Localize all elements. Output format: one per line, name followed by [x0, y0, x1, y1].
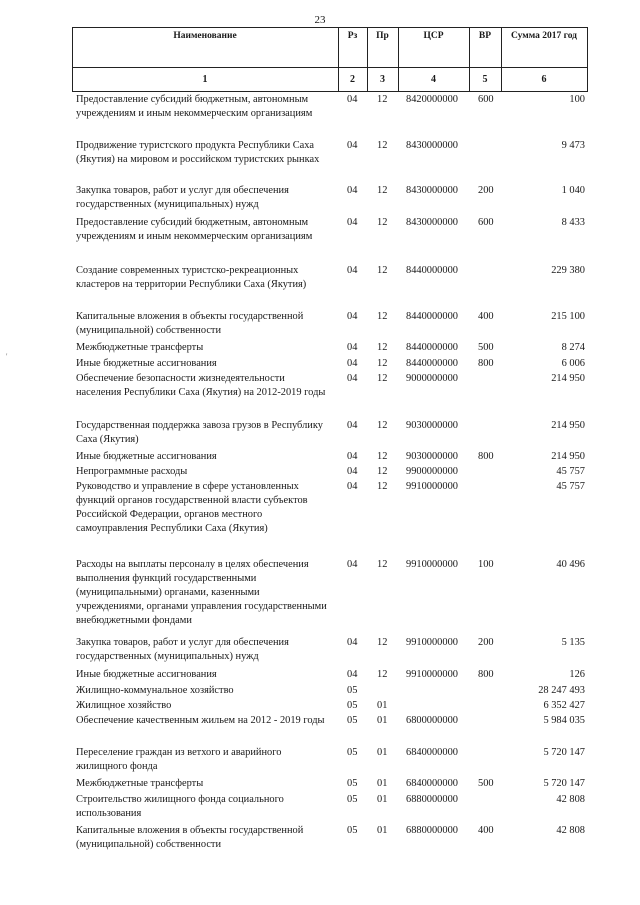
row-pr: 12: [377, 311, 388, 322]
row-sum: 42 808: [556, 825, 585, 836]
row-csr: 9910000000: [406, 481, 458, 492]
row-pr: 01: [377, 715, 388, 726]
row-rz: 04: [347, 559, 358, 570]
row-csr: 9900000000: [406, 466, 458, 477]
row-vr: 800: [478, 451, 494, 462]
col-header-vr: ВР: [478, 31, 492, 41]
col-number: 3: [380, 74, 385, 85]
col-number: 1: [202, 74, 208, 85]
row-rz: 05: [347, 700, 358, 711]
col-header-pr: Пр: [376, 31, 389, 41]
row-pr: 12: [377, 669, 388, 680]
row-sum: 9 473: [561, 140, 585, 151]
row-vr: 600: [478, 94, 494, 105]
col-header-rz: Рз: [347, 31, 358, 41]
col-number: 4: [431, 74, 436, 85]
row-csr: 8440000000: [406, 358, 458, 369]
row-name: Переселение граждан из ветхого и аварийного жилищного фонда: [76, 747, 282, 772]
row-name: Расходы на выплаты персоналу в целях обеспечения выполнения функций государственными (муниципальными) органами, казенными учреждениями, органами управления государственными внебюджетными фондами: [76, 559, 327, 626]
header-top-border: [72, 27, 588, 28]
row-name: Межбюджетные трансферты: [76, 342, 204, 353]
row-pr: 12: [377, 265, 388, 276]
row-rz: 04: [347, 342, 358, 353]
row-name: Закупка товаров, работ и услуг для обеспечения государственных (муниципальных) нужд: [76, 185, 289, 210]
row-sum: 45 757: [556, 481, 585, 492]
row-name: Иные бюджетные ассигнования: [76, 358, 217, 369]
row-sum: 8 433: [561, 217, 585, 228]
row-pr: 01: [377, 825, 388, 836]
row-vr: 400: [478, 311, 494, 322]
row-name: Предоставление субсидий бюджетным, автономным учреждениям и иным некоммерческим организациям: [76, 94, 313, 119]
row-rz: 04: [347, 358, 358, 369]
col-header-sum: Сумма 2017 год: [511, 31, 577, 41]
row-pr: 12: [377, 373, 388, 384]
row-name: Жилищно-коммунальное хозяйство: [76, 685, 234, 696]
row-pr: 12: [377, 185, 388, 196]
row-csr: 6880000000: [406, 794, 458, 805]
row-rz: 04: [347, 669, 358, 680]
row-rz: 04: [347, 481, 358, 492]
row-pr: 01: [377, 794, 388, 805]
row-name: Капитальные вложения в объекты государственной (муниципальной) собственности: [76, 311, 304, 336]
col-header-name: Наименование: [173, 31, 237, 41]
row-vr: 500: [478, 342, 494, 353]
col-number: 6: [541, 74, 547, 85]
row-sum: 214 950: [551, 373, 585, 384]
row-vr: 200: [478, 185, 494, 196]
row-pr: 12: [377, 140, 388, 151]
row-csr: 8430000000: [406, 140, 458, 151]
row-csr: 9030000000: [406, 451, 458, 462]
row-csr: 8440000000: [406, 265, 458, 276]
row-rz: 04: [347, 420, 358, 431]
row-sum: 5 720 147: [543, 747, 585, 758]
row-csr: 8420000000: [406, 94, 458, 105]
row-sum: 42 808: [556, 794, 585, 805]
row-name: Иные бюджетные ассигнования: [76, 669, 217, 680]
row-pr: 12: [377, 481, 388, 492]
row-csr: 8440000000: [406, 311, 458, 322]
row-sum: 5 984 035: [543, 715, 585, 726]
row-name: Закупка товаров, работ и услуг для обеспечения государственных (муниципальных) нужд: [76, 637, 289, 662]
col-header-csr: ЦСР: [423, 31, 444, 41]
row-sum: 214 950: [551, 451, 585, 462]
row-rz: 04: [347, 373, 358, 384]
row-rz: 04: [347, 466, 358, 477]
row-rz: 04: [347, 451, 358, 462]
row-pr: 12: [377, 451, 388, 462]
row-sum: 45 757: [556, 466, 585, 477]
row-pr: 01: [377, 700, 388, 711]
row-csr: 9910000000: [406, 637, 458, 648]
row-csr: 6880000000: [406, 825, 458, 836]
row-name: Капитальные вложения в объекты государственной (муниципальной) собственности: [76, 825, 304, 850]
row-vr: 100: [478, 559, 494, 570]
row-pr: 12: [377, 94, 388, 105]
row-csr: 9000000000: [406, 373, 458, 384]
margin-mark: ': [6, 352, 8, 361]
row-vr: 800: [478, 669, 494, 680]
row-sum: 100: [569, 94, 585, 105]
row-rz: 04: [347, 265, 358, 276]
row-vr: 400: [478, 825, 494, 836]
col-number: 2: [350, 74, 355, 85]
row-csr: 6840000000: [406, 747, 458, 758]
row-name: Иные бюджетные ассигнования: [76, 451, 217, 462]
row-sum: 40 496: [556, 559, 585, 570]
row-rz: 05: [347, 715, 358, 726]
row-csr: 8440000000: [406, 342, 458, 353]
row-csr: 6800000000: [406, 715, 458, 726]
row-pr: 12: [377, 637, 388, 648]
row-csr: 8430000000: [406, 185, 458, 196]
row-name: Непрограммные расходы: [76, 466, 188, 477]
row-pr: 01: [377, 778, 388, 789]
row-csr: 8430000000: [406, 217, 458, 228]
row-name: Руководство и управление в сфере установленных функций органов государственной власти субъектов Российской Федерации, органов местного самоуправления Республики Саха (Якутия): [76, 481, 308, 534]
table-header: [72, 27, 588, 92]
row-name: Государственная поддержка завоза грузов в Республику Саха (Якутия): [76, 420, 323, 445]
header-middle-border: [72, 67, 588, 68]
row-sum: 6 352 427: [543, 700, 585, 711]
row-rz: 04: [347, 311, 358, 322]
row-csr: 9910000000: [406, 669, 458, 680]
row-name: Жилищное хозяйство: [76, 700, 172, 711]
row-name: Строительство жилищного фонда социального использования: [76, 794, 284, 819]
page-number: 23: [314, 14, 326, 26]
row-sum: 5 720 147: [543, 778, 585, 789]
row-rz: 05: [347, 747, 358, 758]
row-pr: 01: [377, 747, 388, 758]
row-pr: 12: [377, 559, 388, 570]
row-sum: 8 274: [561, 342, 585, 353]
row-vr: 500: [478, 778, 494, 789]
row-name: Предоставление субсидий бюджетным, автономным учреждениям и иным некоммерческим организациям: [76, 217, 313, 242]
row-pr: 12: [377, 358, 388, 369]
row-rz: 04: [347, 140, 358, 151]
row-name: Создание современных туристско-рекреационных кластеров на территории Республики Саха (Якутия): [76, 265, 307, 290]
row-sum: 214 950: [551, 420, 585, 431]
row-rz: 04: [347, 94, 358, 105]
row-sum: 1 040: [561, 185, 585, 196]
row-pr: 12: [377, 217, 388, 228]
row-csr: 9030000000: [406, 420, 458, 431]
row-pr: 12: [377, 342, 388, 353]
row-sum: 229 380: [551, 265, 585, 276]
row-name: Обеспечение качественным жильем на 2012 - 2019 годы: [76, 715, 325, 726]
col-number: 5: [482, 74, 488, 85]
header-bottom-border: [72, 91, 588, 92]
row-rz: 05: [347, 685, 358, 696]
row-rz: 04: [347, 637, 358, 648]
row-vr: 600: [478, 217, 494, 228]
row-name: Продвижение туристского продукта Республики Саха (Якутия) на мировом и российском туристских рынках: [76, 140, 320, 165]
row-csr: 9910000000: [406, 559, 458, 570]
row-name: Обеспечение безопасности жизнедеятельности населения Республики Саха (Якутия) на 2012-2019 годы: [76, 373, 326, 398]
row-sum: 6 006: [561, 358, 585, 369]
row-sum: 215 100: [551, 311, 585, 322]
row-rz: 05: [347, 778, 358, 789]
row-csr: 6840000000: [406, 778, 458, 789]
row-sum: 5 135: [561, 637, 585, 648]
row-name: Межбюджетные трансферты: [76, 778, 204, 789]
row-sum: 126: [569, 669, 585, 680]
row-pr: 12: [377, 420, 388, 431]
row-pr: 12: [377, 466, 388, 477]
row-sum: 28 247 493: [538, 685, 585, 696]
row-vr: 800: [478, 358, 494, 369]
row-rz: 05: [347, 825, 358, 836]
header-divider: [587, 27, 588, 92]
row-rz: 05: [347, 794, 358, 805]
row-rz: 04: [347, 185, 358, 196]
row-rz: 04: [347, 217, 358, 228]
row-vr: 200: [478, 637, 494, 648]
